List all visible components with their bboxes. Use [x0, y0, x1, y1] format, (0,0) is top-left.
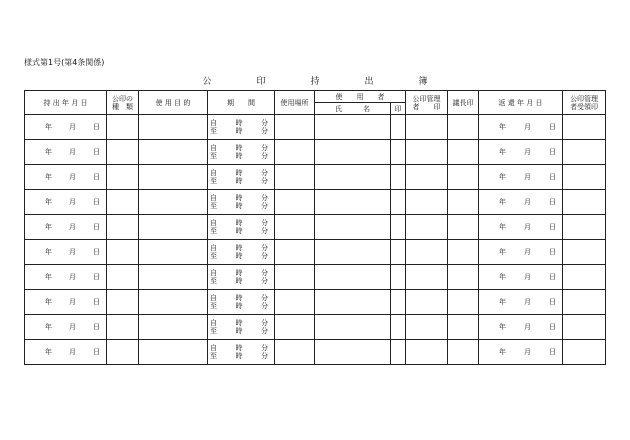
from-label: 自: [210, 169, 217, 177]
day-label: 日: [93, 123, 100, 131]
user-name-cell[interactable]: [315, 340, 391, 365]
header-return-date: 返 還 年 月 日: [479, 91, 563, 115]
month-label: 月: [69, 248, 76, 256]
manager-seal-cell[interactable]: [406, 240, 448, 265]
from-label: 自: [210, 294, 217, 302]
header-chair-seal: 議長印: [448, 91, 479, 115]
chair-seal-cell[interactable]: [448, 290, 479, 315]
day-label: 日: [549, 223, 556, 231]
minute-label: 分: [261, 327, 268, 335]
to-label: 至: [210, 352, 217, 360]
hour-label: 時: [235, 319, 243, 327]
minute-label: 分: [261, 169, 268, 177]
header-location: 使用場所: [275, 91, 315, 115]
ledger-header: [25, 91, 606, 115]
location-cell[interactable]: [275, 290, 315, 315]
year-label: 年: [45, 248, 52, 256]
period-cell[interactable]: [208, 265, 275, 290]
receiver-seal-cell[interactable]: [563, 240, 606, 265]
hour-label: 時: [235, 144, 243, 152]
manager-seal-cell[interactable]: [406, 315, 448, 340]
header-purpose: 使 用 目 的: [139, 91, 208, 115]
checkout-date-cell[interactable]: [25, 215, 107, 240]
hour-label: 時: [235, 252, 243, 260]
minute-label: 分: [261, 302, 268, 310]
period-to-line: [208, 152, 274, 160]
minute-label: 分: [261, 144, 268, 152]
ledger-row: [25, 265, 606, 290]
from-label: 自: [210, 269, 217, 277]
user-seal-cell[interactable]: [391, 265, 406, 290]
user-seal-cell[interactable]: [391, 165, 406, 190]
receiver-seal-cell[interactable]: [563, 115, 606, 140]
hour-label: 時: [235, 344, 243, 352]
manager-seal-cell[interactable]: [406, 115, 448, 140]
return-date-cell[interactable]: [479, 165, 563, 190]
user-name-cell[interactable]: [315, 290, 391, 315]
period-from-line: [208, 244, 274, 252]
minute-label: 分: [261, 194, 268, 202]
year-label: 年: [45, 148, 52, 156]
purpose-cell[interactable]: [139, 340, 208, 365]
period-cell[interactable]: [208, 115, 275, 140]
checkout-date-cell[interactable]: [25, 240, 107, 265]
manager-seal-cell[interactable]: [406, 190, 448, 215]
receiver-seal-cell[interactable]: [563, 190, 606, 215]
period-from-line: [208, 219, 274, 227]
purpose-cell[interactable]: [139, 240, 208, 265]
receiver-seal-cell[interactable]: [563, 140, 606, 165]
seal-type-cell[interactable]: [107, 290, 139, 315]
header-receiver-seal: [563, 91, 606, 115]
purpose-cell[interactable]: [139, 265, 208, 290]
year-label: 年: [499, 348, 506, 356]
header-manager-line2: 者 印: [412, 102, 441, 111]
period-to-line: [208, 202, 274, 210]
seal-type-cell[interactable]: [107, 140, 139, 165]
checkout-date-cell[interactable]: [25, 265, 107, 290]
period-to-line: [208, 327, 274, 335]
minute-label: 分: [261, 352, 268, 360]
month-label: 月: [69, 123, 76, 131]
to-label: 至: [210, 277, 217, 285]
year-label: 年: [45, 323, 52, 331]
purpose-cell[interactable]: [139, 165, 208, 190]
year-label: 年: [45, 198, 52, 206]
month-label: 月: [524, 273, 531, 281]
period-to-line: [208, 177, 274, 185]
day-label: 日: [93, 248, 100, 256]
seal-type-cell[interactable]: [107, 340, 139, 365]
period-cell[interactable]: [208, 315, 275, 340]
period-from-line: [208, 169, 274, 177]
month-label: 月: [524, 198, 531, 206]
header-manager-line1: 公印管理: [412, 94, 441, 103]
minute-label: 分: [261, 119, 268, 127]
month-label: 月: [69, 148, 76, 156]
day-label: 日: [93, 173, 100, 181]
chair-seal-cell[interactable]: [448, 190, 479, 215]
manager-seal-cell[interactable]: [406, 140, 448, 165]
chair-seal-cell[interactable]: [448, 240, 479, 265]
user-name-cell[interactable]: [315, 165, 391, 190]
ledger-row: [25, 190, 606, 215]
manager-seal-cell[interactable]: [406, 265, 448, 290]
from-label: 自: [210, 219, 217, 227]
month-label: 月: [524, 348, 531, 356]
purpose-cell[interactable]: [139, 140, 208, 165]
month-label: 月: [524, 298, 531, 306]
day-label: 日: [93, 148, 100, 156]
year-label: 年: [45, 348, 52, 356]
year-label: 年: [499, 323, 506, 331]
location-cell[interactable]: [275, 215, 315, 240]
day-label: 日: [549, 298, 556, 306]
seal-type-cell[interactable]: [107, 190, 139, 215]
seal-type-cell[interactable]: [107, 315, 139, 340]
hour-label: 時: [235, 302, 243, 310]
ledger-row: [25, 240, 606, 265]
user-name-cell[interactable]: [315, 265, 391, 290]
user-seal-cell[interactable]: [391, 215, 406, 240]
return-date-cell[interactable]: [479, 240, 563, 265]
user-name-cell[interactable]: [315, 140, 391, 165]
minute-label: 分: [261, 269, 268, 277]
year-label: 年: [45, 273, 52, 281]
receiver-seal-cell[interactable]: [563, 265, 606, 290]
ledger-row: [25, 115, 606, 140]
to-label: 至: [210, 152, 217, 160]
receiver-seal-cell[interactable]: [563, 290, 606, 315]
month-label: 月: [69, 173, 76, 181]
month-label: 月: [69, 348, 76, 356]
hour-label: 時: [235, 352, 243, 360]
checkout-date-cell[interactable]: [25, 190, 107, 215]
minute-label: 分: [261, 277, 268, 285]
period-to-line: [208, 252, 274, 260]
location-cell[interactable]: [275, 315, 315, 340]
period-from-line: [208, 194, 274, 202]
year-label: 年: [499, 198, 506, 206]
from-label: 自: [210, 244, 217, 252]
user-seal-cell[interactable]: [391, 240, 406, 265]
purpose-cell[interactable]: [139, 315, 208, 340]
location-cell[interactable]: [275, 115, 315, 140]
purpose-cell[interactable]: [139, 290, 208, 315]
hour-label: 時: [235, 269, 243, 277]
minute-label: 分: [261, 202, 268, 210]
from-label: 自: [210, 119, 217, 127]
user-seal-cell[interactable]: [391, 115, 406, 140]
user-seal-cell[interactable]: [391, 140, 406, 165]
period-to-line: [208, 302, 274, 310]
day-label: 日: [93, 298, 100, 306]
header-receiver-line1: 公印管理: [570, 94, 598, 103]
return-date-cell[interactable]: [479, 315, 563, 340]
period-from-line: [208, 269, 274, 277]
seal-type-cell[interactable]: [107, 115, 139, 140]
year-label: 年: [45, 223, 52, 231]
receiver-seal-cell[interactable]: [563, 315, 606, 340]
month-label: 月: [69, 223, 76, 231]
form-number-label: 様式第1号(第4条関係): [24, 58, 105, 67]
hour-label: 時: [235, 327, 243, 335]
seal-checkout-ledger: [24, 90, 606, 365]
month-label: 月: [69, 273, 76, 281]
seal-type-cell[interactable]: [107, 240, 139, 265]
to-label: 至: [210, 327, 217, 335]
hour-label: 時: [235, 194, 243, 202]
day-label: 日: [549, 248, 556, 256]
header-user-name: 氏 名: [315, 103, 391, 115]
chair-seal-cell[interactable]: [448, 340, 479, 365]
return-date-cell[interactable]: [479, 290, 563, 315]
period-from-line: [208, 344, 274, 352]
user-seal-cell[interactable]: [391, 340, 406, 365]
minute-label: 分: [261, 319, 268, 327]
manager-seal-cell[interactable]: [406, 165, 448, 190]
from-label: 自: [210, 144, 217, 152]
period-cell[interactable]: [208, 340, 275, 365]
period-cell[interactable]: [208, 215, 275, 240]
chair-seal-cell[interactable]: [448, 165, 479, 190]
year-label: 年: [499, 173, 506, 181]
ledger-row: [25, 140, 606, 165]
return-date-cell[interactable]: [479, 265, 563, 290]
month-label: 月: [69, 298, 76, 306]
header-receiver-line2: 者受領印: [570, 102, 598, 111]
day-label: 日: [93, 223, 100, 231]
seal-type-cell[interactable]: [107, 265, 139, 290]
period-cell[interactable]: [208, 140, 275, 165]
manager-seal-cell[interactable]: [406, 290, 448, 315]
checkout-date-cell[interactable]: [25, 140, 107, 165]
hour-label: 時: [235, 119, 243, 127]
header-user: 使 用 者: [315, 91, 406, 103]
minute-label: 分: [261, 344, 268, 352]
period-from-line: [208, 144, 274, 152]
period-to-line: [208, 227, 274, 235]
chair-seal-cell[interactable]: [448, 215, 479, 240]
hour-label: 時: [235, 227, 243, 235]
year-label: 年: [499, 223, 506, 231]
day-label: 日: [549, 323, 556, 331]
day-label: 日: [93, 273, 100, 281]
hour-label: 時: [235, 244, 243, 252]
minute-label: 分: [261, 252, 268, 260]
from-label: 自: [210, 344, 217, 352]
hour-label: 時: [235, 277, 243, 285]
user-name-cell[interactable]: [315, 315, 391, 340]
return-date-cell[interactable]: [479, 190, 563, 215]
period-from-line: [208, 319, 274, 327]
month-label: 月: [524, 173, 531, 181]
page-title: 公 印 持 出 簿: [202, 77, 446, 87]
day-label: 日: [549, 173, 556, 181]
seal-type-cell[interactable]: [107, 215, 139, 240]
checkout-date-cell[interactable]: [25, 315, 107, 340]
to-label: 至: [210, 127, 217, 135]
ledger-row: [25, 340, 606, 365]
minute-label: 分: [261, 219, 268, 227]
header-seal-type-line1: 公印の: [112, 94, 133, 103]
user-seal-cell[interactable]: [391, 290, 406, 315]
chair-seal-cell[interactable]: [448, 140, 479, 165]
year-label: 年: [499, 248, 506, 256]
ledger-row: [25, 215, 606, 240]
purpose-cell[interactable]: [139, 115, 208, 140]
receiver-seal-cell[interactable]: [563, 340, 606, 365]
return-date-cell[interactable]: [479, 215, 563, 240]
month-label: 月: [524, 123, 531, 131]
location-cell[interactable]: [275, 265, 315, 290]
month-label: 月: [524, 223, 531, 231]
checkout-date-cell[interactable]: [25, 290, 107, 315]
chair-seal-cell[interactable]: [448, 115, 479, 140]
location-cell[interactable]: [275, 340, 315, 365]
to-label: 至: [210, 302, 217, 310]
location-cell[interactable]: [275, 140, 315, 165]
chair-seal-cell[interactable]: [448, 265, 479, 290]
receiver-seal-cell[interactable]: [563, 215, 606, 240]
year-label: 年: [45, 123, 52, 131]
return-date-cell[interactable]: [479, 115, 563, 140]
to-label: 至: [210, 227, 217, 235]
header-period: 期 間: [208, 91, 275, 115]
year-label: 年: [499, 123, 506, 131]
ledger-row: [25, 290, 606, 315]
period-to-line: [208, 352, 274, 360]
day-label: 日: [93, 198, 100, 206]
day-label: 日: [93, 323, 100, 331]
month-label: 月: [524, 323, 531, 331]
minute-label: 分: [261, 177, 268, 185]
year-label: 年: [499, 148, 506, 156]
hour-label: 時: [235, 169, 243, 177]
minute-label: 分: [261, 244, 268, 252]
hour-label: 時: [235, 219, 243, 227]
day-label: 日: [549, 148, 556, 156]
location-cell[interactable]: [275, 165, 315, 190]
user-name-cell[interactable]: [315, 190, 391, 215]
manager-seal-cell[interactable]: [406, 340, 448, 365]
manager-seal-cell[interactable]: [406, 215, 448, 240]
header-seal-type: [107, 91, 139, 115]
checkout-date-cell[interactable]: [25, 115, 107, 140]
month-label: 月: [524, 148, 531, 156]
to-label: 至: [210, 177, 217, 185]
to-label: 至: [210, 202, 217, 210]
return-date-cell[interactable]: [479, 140, 563, 165]
hour-label: 時: [235, 177, 243, 185]
hour-label: 時: [235, 152, 243, 160]
minute-label: 分: [261, 152, 268, 160]
chair-seal-cell[interactable]: [448, 315, 479, 340]
minute-label: 分: [261, 227, 268, 235]
purpose-cell[interactable]: [139, 190, 208, 215]
day-label: 日: [549, 348, 556, 356]
from-label: 自: [210, 194, 217, 202]
receiver-seal-cell[interactable]: [563, 165, 606, 190]
day-label: 日: [549, 273, 556, 281]
month-label: 月: [69, 323, 76, 331]
location-cell[interactable]: [275, 240, 315, 265]
ledger-row: [25, 165, 606, 190]
year-label: 年: [45, 298, 52, 306]
ledger-body: [25, 115, 606, 365]
period-from-line: [208, 119, 274, 127]
checkout-date-cell[interactable]: [25, 340, 107, 365]
header-seal-type-line2: 種 類: [112, 102, 133, 111]
day-label: 日: [549, 198, 556, 206]
header-user-seal: 印: [391, 103, 406, 115]
month-label: 月: [524, 248, 531, 256]
purpose-cell[interactable]: [139, 215, 208, 240]
period-from-line: [208, 294, 274, 302]
user-seal-cell[interactable]: [391, 190, 406, 215]
location-cell[interactable]: [275, 190, 315, 215]
period-cell[interactable]: [208, 190, 275, 215]
year-label: 年: [499, 298, 506, 306]
minute-label: 分: [261, 127, 268, 135]
minute-label: 分: [261, 294, 268, 302]
hour-label: 時: [235, 202, 243, 210]
user-name-cell[interactable]: [315, 215, 391, 240]
period-cell[interactable]: [208, 290, 275, 315]
day-label: 日: [549, 123, 556, 131]
to-label: 至: [210, 252, 217, 260]
month-label: 月: [69, 198, 76, 206]
return-date-cell[interactable]: [479, 340, 563, 365]
hour-label: 時: [235, 127, 243, 135]
user-seal-cell[interactable]: [391, 315, 406, 340]
header-checkout-date: 持 出 年 月 日: [25, 91, 107, 115]
day-label: 日: [93, 348, 100, 356]
header-manager-seal: [406, 91, 448, 115]
period-cell[interactable]: [208, 240, 275, 265]
year-label: 年: [499, 273, 506, 281]
period-to-line: [208, 277, 274, 285]
user-name-cell[interactable]: [315, 115, 391, 140]
from-label: 自: [210, 319, 217, 327]
year-label: 年: [45, 173, 52, 181]
period-to-line: [208, 127, 274, 135]
ledger-row: [25, 315, 606, 340]
seal-type-cell[interactable]: [107, 165, 139, 190]
user-name-cell[interactable]: [315, 240, 391, 265]
checkout-date-cell[interactable]: [25, 165, 107, 190]
period-cell[interactable]: [208, 165, 275, 190]
hour-label: 時: [235, 294, 243, 302]
